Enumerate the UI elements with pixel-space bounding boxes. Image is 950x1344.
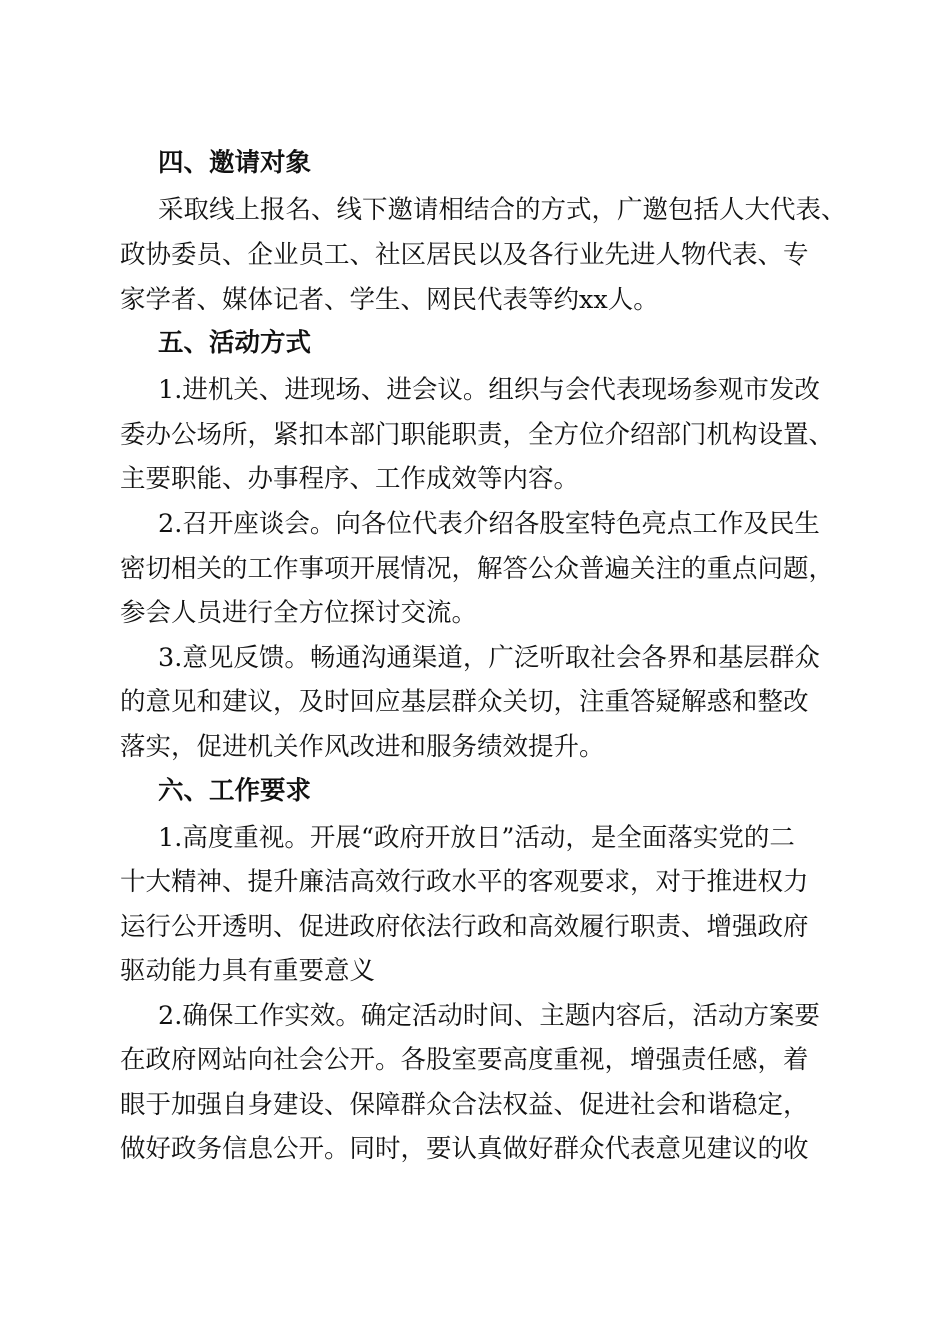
paragraph-text: 在政府网站向社会公开。各股室要高度重视，增强责任感，着 — [120, 1045, 809, 1075]
paragraph-text: 2.确保工作实效。确定活动时间、主题内容后，活动方案要 — [158, 1001, 820, 1031]
section-heading — [0, 323, 950, 363]
paragraph-text: 的意见和建议，及时回应基层群众关切，注重答疑解惑和整改 — [120, 687, 809, 717]
paragraph-text: 1.进机关、进现场、进会议。组织与会代表现场参观市发改 — [158, 375, 820, 405]
paragraph-text: 参会人员进行全方位探讨交流。 — [120, 598, 478, 628]
paragraph-text: 眼于加强自身建设、保障群众合法权益、促进社会和谐稳定， — [120, 1090, 809, 1120]
paragraph-text: 2.召开座谈会。向各位代表介绍各股室特色亮点工作及民生 — [158, 509, 820, 539]
paragraph-line — [0, 862, 950, 902]
paragraph-text: 做好政务信息公开。同时，要认真做好群众代表意见建议的收 — [120, 1134, 809, 1164]
paragraph-line — [0, 370, 950, 410]
paragraph-text: 1.高度重视。开展“政府开放日”活动，是全面落实党的二 — [158, 823, 795, 853]
paragraph-text: 主要职能、办事程序、工作成效等内容。 — [120, 464, 580, 494]
paragraph-line — [0, 415, 950, 455]
heading-text: 六、工作要求 — [158, 776, 312, 806]
paragraph-text: 委办公场所，紧扣本部门职能职责，全方位介绍部门机构设置、 — [120, 420, 835, 450]
paragraph-line — [0, 818, 950, 858]
section-heading — [0, 143, 950, 183]
paragraph-line — [0, 682, 950, 722]
paragraph-text: 运行公开透明、促进政府依法行政和高效履行职责、增强政府 — [120, 912, 809, 942]
paragraph-line — [0, 1040, 950, 1080]
paragraph-line — [0, 1129, 950, 1169]
paragraph-text: 密切相关的工作事项开展情况，解答公众普遍关注的重点问题， — [120, 554, 835, 584]
section-heading — [0, 771, 950, 811]
paragraph-text: 政协委员、企业员工、社区居民以及各行业先进人物代表、专 — [120, 240, 809, 270]
paragraph-text: 采取线上报名、线下邀请相结合的方式，广邀包括人大代表、 — [158, 195, 847, 225]
paragraph-line — [0, 996, 950, 1036]
paragraph-line — [0, 638, 950, 678]
heading-text: 四、邀请对象 — [158, 148, 312, 178]
paragraph-text: 落实，促进机关作风改进和服务绩效提升。 — [120, 732, 605, 762]
paragraph-text: 驱动能力具有重要意义 — [120, 956, 376, 986]
paragraph-line — [0, 727, 950, 767]
paragraph-line — [0, 951, 950, 991]
paragraph-line — [0, 280, 950, 320]
paragraph-line — [0, 459, 950, 499]
paragraph-line — [0, 504, 950, 544]
paragraph-line — [0, 1085, 950, 1125]
paragraph-line — [0, 235, 950, 275]
paragraph-line — [0, 907, 950, 947]
heading-text: 五、活动方式 — [158, 328, 312, 358]
paragraph-line — [0, 593, 950, 633]
paragraph-line — [0, 549, 950, 589]
paragraph-text: 3.意见反馈。畅通沟通渠道，广泛听取社会各界和基层群众 — [158, 643, 820, 673]
paragraph-text: 家学者、媒体记者、学生、网民代表等约xx人。 — [120, 285, 659, 315]
paragraph-line — [0, 190, 950, 230]
paragraph-text: 十大精神、提升廉洁高效行政水平的客观要求，对于推进权力 — [120, 867, 809, 897]
